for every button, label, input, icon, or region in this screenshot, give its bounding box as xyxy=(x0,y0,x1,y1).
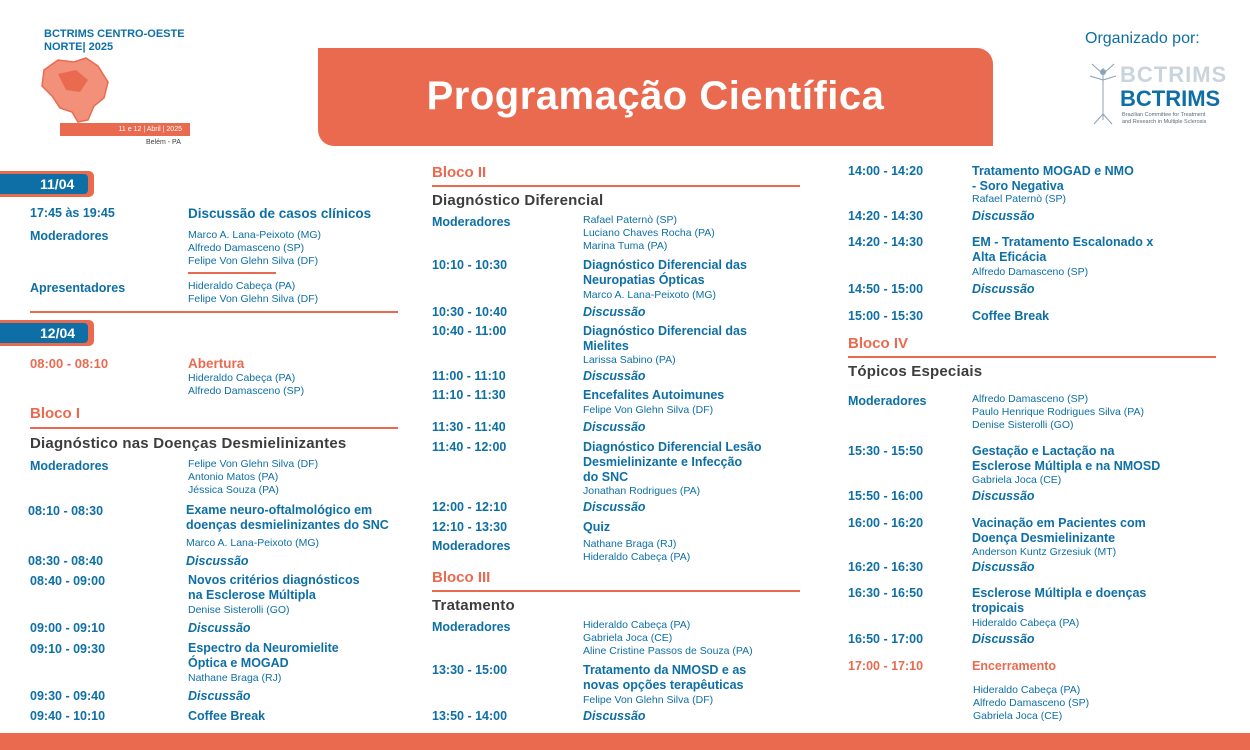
time: 09:10 - 09:30 xyxy=(30,642,106,656)
talk-title: Gestação e Lactação na Esclerose Múltipla e na NMOSD xyxy=(972,444,1161,473)
discussion: Discussão xyxy=(583,420,646,434)
speaker: Hideraldo Cabeça (PA) xyxy=(972,617,1080,629)
event-location: Belém - PA xyxy=(146,139,181,146)
talk-title: Esclerose Múltipla e doenças tropicais xyxy=(972,586,1147,615)
speaker: Larissa Sabino (PA) xyxy=(583,354,676,366)
date-box-1 xyxy=(0,171,94,197)
date-box-2 xyxy=(0,320,94,346)
speaker: Jonathan Rodrigues (PA) xyxy=(583,485,701,497)
discussion: Discussão xyxy=(188,689,251,703)
moderators-list: Marco A. Lana-Peixoto (MG) Alfredo Damasceno (SP) Felipe Von Glehn Silva (DF) xyxy=(188,229,322,267)
organizer-label: Organizado por: xyxy=(1085,30,1200,47)
time: 11:30 - 11:40 xyxy=(432,420,506,434)
speaker: Gabriela Joca (CE) xyxy=(972,474,1062,486)
brazil-map-icon xyxy=(38,56,113,126)
presenters-label: Apresentadores xyxy=(30,281,126,295)
discussion: Discussão xyxy=(188,621,251,635)
time: 10:30 - 10:40 xyxy=(432,305,508,319)
discussion: Discussão xyxy=(972,560,1035,574)
bloco-label: Bloco III xyxy=(432,569,491,586)
talk-title: Tratamento MOGAD e NMO - Soro Negativa xyxy=(972,164,1134,193)
divider xyxy=(848,356,1216,358)
talk-title: Tratamento da NMOSD e as novas opções terapêuticas xyxy=(583,663,747,692)
time: 08:00 - 08:10 xyxy=(30,356,109,371)
time: 09:00 - 09:10 xyxy=(30,621,106,635)
time: 16:50 - 17:00 xyxy=(848,632,924,646)
moderators-label: Moderadores xyxy=(848,394,927,408)
time: 17:45 às 19:45 xyxy=(30,206,115,220)
bloco-label: Bloco I xyxy=(30,405,81,422)
divider xyxy=(30,427,398,429)
time: 16:00 - 16:20 xyxy=(848,516,924,530)
speaker: Felipe Von Glehn Silva (DF) xyxy=(583,404,714,416)
divider xyxy=(188,272,276,274)
discussion: Discussão xyxy=(972,632,1035,646)
bloco-subtitle: Diagnóstico nas Doenças Desmielinizantes xyxy=(30,435,347,452)
discussion: Discussão xyxy=(583,369,646,383)
speaker: Marco A. Lana-Peixoto (MG) xyxy=(583,289,717,301)
moderators-list: Alfredo Damasceno (SP) Paulo Henrique Rodrigues Silva (PA) Denise Sisterolli (GO) xyxy=(972,393,1144,431)
time: 11:10 - 11:30 xyxy=(432,388,506,402)
talk-title: Encefalites Autoimunes xyxy=(583,388,725,402)
moderators-list: Rafael Paternò (SP) Luciano Chaves Rocha (PA) Marina Tuma (PA) xyxy=(583,214,715,252)
talk-title: Vacinação em Pacientes com Doença Desmielinizante xyxy=(972,516,1146,545)
opening-title: Abertura xyxy=(188,356,245,371)
page-title: Programação Científica xyxy=(426,74,885,118)
discussion: Discussão xyxy=(583,500,646,514)
bloco-label: Bloco II xyxy=(432,164,487,181)
footer-bar xyxy=(0,733,1250,750)
talk-title: Exame neuro-oftalmológico em doenças desmielinizantes do SNC xyxy=(186,503,389,532)
moderators-label: Moderadores xyxy=(432,215,511,229)
time: 09:30 - 09:40 xyxy=(30,689,106,703)
speaker: Denise Sisterolli (GO) xyxy=(188,604,290,616)
event-logo xyxy=(38,28,198,150)
time: 14:20 - 14:30 xyxy=(848,209,924,223)
speaker: Felipe Von Glehn Silva (DF) xyxy=(583,694,714,706)
time: 11:40 - 12:00 xyxy=(432,440,507,454)
talk-title: Espectro da Neuromielite Óptica e MOGAD xyxy=(188,641,339,670)
time: 14:20 - 14:30 xyxy=(848,235,924,249)
neuron-icon xyxy=(1088,60,1118,128)
moderators-list: Nathane Braga (RJ) Hideraldo Cabeça (PA) xyxy=(583,538,691,563)
date-label-1: 11/04 xyxy=(0,174,88,194)
speaker: Alfredo Damasceno (SP) xyxy=(972,266,1089,278)
opening-people: Hideraldo Cabeça (PA) Alfredo Damasceno (SP) xyxy=(188,372,305,397)
divider xyxy=(432,185,800,187)
time: 09:40 - 10:10 xyxy=(30,709,106,723)
talk-title: Diagnóstico Diferencial Lesão Desmielinizante e Infecção do SNC xyxy=(583,440,762,484)
coffee-break: Coffee Break xyxy=(972,309,1050,323)
coffee-break: Coffee Break xyxy=(188,709,266,723)
time: 16:30 - 16:50 xyxy=(848,586,924,600)
time: 15:30 - 15:50 xyxy=(848,444,924,458)
discussion: Discussão xyxy=(186,554,249,568)
bloco-label: Bloco IV xyxy=(848,335,909,352)
bloco-subtitle: Tratamento xyxy=(432,597,515,614)
time: 13:50 - 14:00 xyxy=(432,709,508,723)
bctrims-name: BCTRIMS xyxy=(1120,86,1221,111)
talk-title: Diagnóstico Diferencial das Neuropatias Ópticas xyxy=(583,258,747,287)
closing-people: Hideraldo Cabeça (PA) Alfredo Damasceno (SP) Gabriela Joca (CE) xyxy=(973,684,1090,722)
bloco-subtitle: Diagnóstico Diferencial xyxy=(432,192,604,209)
presenters-list: Hideraldo Cabeça (PA) Felipe Von Glehn Silva (DF) xyxy=(188,280,319,305)
time: 15:50 - 16:00 xyxy=(848,489,924,503)
bctrims-shadow: BCTRIMS xyxy=(1120,62,1228,87)
time: 08:40 - 09:00 xyxy=(30,574,106,588)
discussion: Discussão xyxy=(972,282,1035,296)
moderators-list: Felipe Von Glehn Silva (DF) Antonio Matos (PA) Jéssica Souza (PA) xyxy=(188,458,319,496)
speaker: Nathane Braga (RJ) xyxy=(188,672,282,684)
bctrims-logo xyxy=(1088,60,1228,128)
bloco-subtitle: Tópicos Especiais xyxy=(848,363,983,380)
bctrims-tagline: Brazilian Committee for Treatment and Research in Multiple Sclerosis xyxy=(1122,112,1207,125)
time: 12:10 - 13:30 xyxy=(432,520,508,534)
discussion: Discussão xyxy=(972,489,1035,503)
moderators-label: Moderadores xyxy=(432,620,511,634)
discussion: Discussão xyxy=(583,305,646,319)
time: 08:30 - 08:40 xyxy=(28,554,104,568)
time: 14:00 - 14:20 xyxy=(848,164,924,178)
time: 10:40 - 11:00 xyxy=(432,324,507,338)
moderators-label: Moderadores xyxy=(432,539,511,553)
time: 16:20 - 16:30 xyxy=(848,560,924,574)
session-title: Discussão de casos clínicos xyxy=(188,206,372,221)
talk-title: EM - Tratamento Escalonado x Alta Eficácia xyxy=(972,235,1154,264)
time: 11:00 - 11:10 xyxy=(432,369,506,383)
event-dates: 11 e 12 | Abril | 2025 xyxy=(60,123,190,136)
closing-title: Encerramento xyxy=(972,659,1057,673)
moderators-list: Hideraldo Cabeça (PA) Gabriela Joca (CE) Aline Cristine Passos de Souza (PA) xyxy=(583,619,753,657)
time: 10:10 - 10:30 xyxy=(432,258,508,272)
talk-title: Diagnóstico Diferencial das Mielites xyxy=(583,324,747,353)
quiz-title: Quiz xyxy=(583,520,611,534)
speaker: Rafael Paternò (SP) xyxy=(972,193,1066,205)
time: 13:30 - 15:00 xyxy=(432,663,508,677)
time: 17:00 - 17:10 xyxy=(848,659,924,673)
event-name: BCTRIMS CENTRO-OESTE NORTE| 2025 xyxy=(44,28,185,53)
time: 15:00 - 15:30 xyxy=(848,309,924,323)
speaker: Anderson Kuntz Grzesiuk (MT) xyxy=(972,546,1117,558)
moderators-label: Moderadores xyxy=(30,459,109,473)
moderators-label: Moderadores xyxy=(30,229,109,243)
time: 12:00 - 12:10 xyxy=(432,500,508,514)
time: 14:50 - 15:00 xyxy=(848,282,924,296)
discussion: Discussão xyxy=(972,209,1035,223)
speaker: Marco A. Lana-Peixoto (MG) xyxy=(186,537,320,549)
course-text: 24º Curso Regional de Atualização em Doenças desmielinizantes xyxy=(110,70,183,108)
divider xyxy=(432,590,800,592)
discussion: Discussão xyxy=(583,709,646,723)
divider xyxy=(30,311,398,313)
time: 08:10 - 08:30 xyxy=(28,504,104,518)
talk-title: Novos critérios diagnósticos na Esclerose Múltipla xyxy=(188,573,360,602)
date-label-2: 12/04 xyxy=(0,323,88,343)
